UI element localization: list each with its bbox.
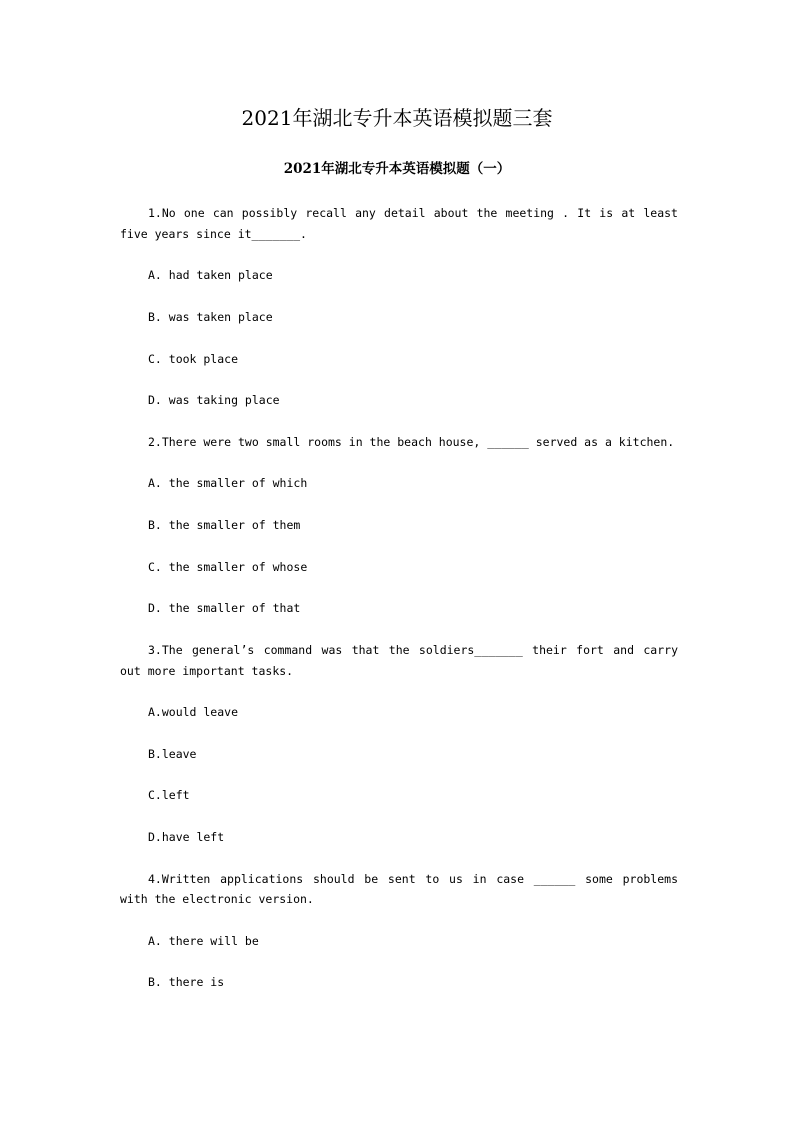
answer-option: C. the smaller of whose <box>148 559 308 574</box>
answer-option: A. there will be <box>148 933 259 948</box>
answer-option: B. there is <box>148 975 225 990</box>
section-subtitle: 2021年湖北专升本英语模拟题（一） <box>283 161 511 177</box>
answer-option: B.leave <box>148 746 197 761</box>
answer-option: B. the smaller of them <box>148 517 301 532</box>
question-stem: 4.Written applications should be sent to us in case ______ some problems with the electronic version. <box>120 871 678 907</box>
answer-option: A.would leave <box>148 705 239 720</box>
document-title: 2021年湖北专升本英语模拟题三套 <box>241 106 553 130</box>
question-list <box>120 203 678 993</box>
answer-option: A. had taken place <box>148 268 273 283</box>
question-stem: 3.The general’s command was that the soldiers_______ their fort and carry out more important tasks. <box>120 642 678 678</box>
question-stem: 2.There were two small rooms in the beach house, ______ served as a kitchen. <box>148 434 675 449</box>
answer-option: D. the smaller of that <box>148 601 301 616</box>
answer-option: A. the smaller of which <box>148 476 308 491</box>
question-stem: 1.No one can possibly recall any detail about the meeting . It is at least five years since it_______. <box>120 206 678 241</box>
answer-option: B. was taken place <box>148 309 273 324</box>
answer-option: D.have left <box>148 829 225 844</box>
answer-option: C.left <box>148 788 190 803</box>
answer-option: C. took place <box>148 351 239 366</box>
answer-option: D. was taking place <box>148 393 280 408</box>
